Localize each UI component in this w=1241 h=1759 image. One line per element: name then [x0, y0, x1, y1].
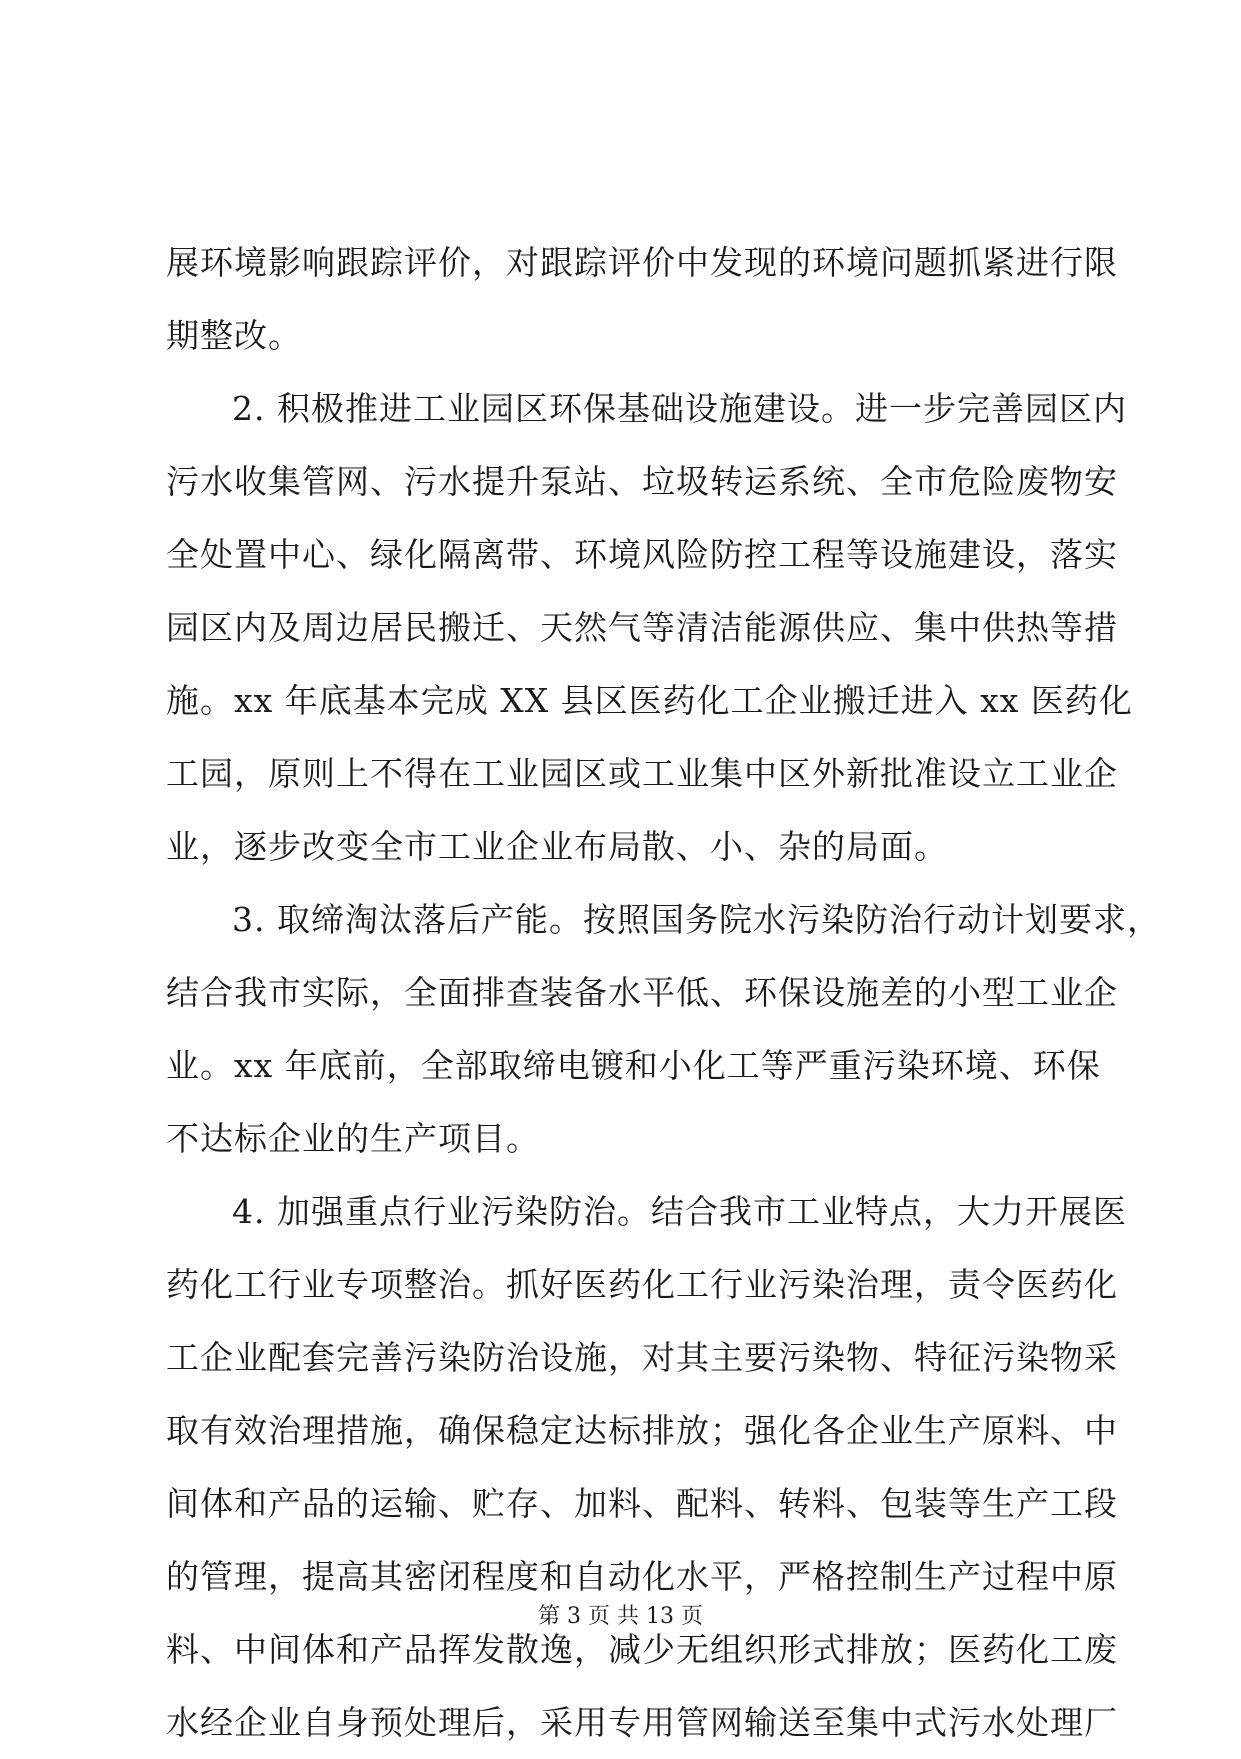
text-line: 药化工行业专项整治。抓好医药化工行业污染治理，责令医药化: [166, 1265, 1118, 1304]
page-footer: 第 3 页 共 13 页: [538, 1604, 703, 1629]
text-line: 施。xx 年底基本完成 XX 县区医药化工企业搬迁进入 xx 医药化: [166, 681, 1133, 720]
text-line: 2. 积极推进工业园区环保基础设施建设。进一步完善园区内: [232, 389, 1127, 428]
text-line: 业，逐步改变全市工业企业布局散、小、杂的局面。: [166, 827, 948, 866]
text-line: 全处置中心、绿化隔离带、环境风险防控工程等设施建设，落实: [166, 535, 1118, 574]
text-line: 工企业配套完善污染防治设施，对其主要污染物、特征污染物采: [166, 1338, 1118, 1377]
text-line: 展环境影响跟踪评价，对跟踪评价中发现的环境问题抓紧进行限: [166, 243, 1118, 282]
text-line: 的管理，提高其密闭程度和自动化水平，严格控制生产过程中原: [166, 1557, 1118, 1596]
text-line: 工园，原则上不得在工业园区或工业集中区外新批准设立工业企: [166, 754, 1118, 793]
text-line: 水经企业自身预处理后，采用专用管网输送至集中式污水处理厂: [166, 1703, 1118, 1742]
text-line: 期整改。: [166, 316, 302, 355]
text-line: 业。xx 年底前，全部取缔电镀和小化工等严重污染环境、环保: [166, 1046, 1101, 1085]
text-line: 间体和产品的运输、贮存、加料、配料、转料、包装等生产工段: [166, 1484, 1118, 1523]
text-line: 4. 加强重点行业污染防治。结合我市工业特点，大力开展医: [232, 1192, 1127, 1231]
text-line: 料、中间体和产品挥发散逸，减少无组织形式排放；医药化工废: [166, 1630, 1118, 1669]
text-line: 结合我市实际，全面排查装备水平低、环保设施差的小型工业企: [166, 973, 1118, 1012]
text-line: 污水收集管网、污水提升泵站、垃圾转运系统、全市危险废物安: [166, 462, 1118, 501]
document-body: [166, 226, 1161, 1759]
text-line: 不达标企业的生产项目。: [166, 1119, 540, 1158]
text-line: 3. 取缔淘汰落后产能。按照国务院水污染防治行动计划要求，: [232, 900, 1161, 939]
text-line: 园区内及周边居民搬迁、天然气等清洁能源供应、集中供热等措: [166, 608, 1118, 647]
text-line: 取有效治理措施，确保稳定达标排放；强化各企业生产原料、中: [166, 1411, 1118, 1450]
